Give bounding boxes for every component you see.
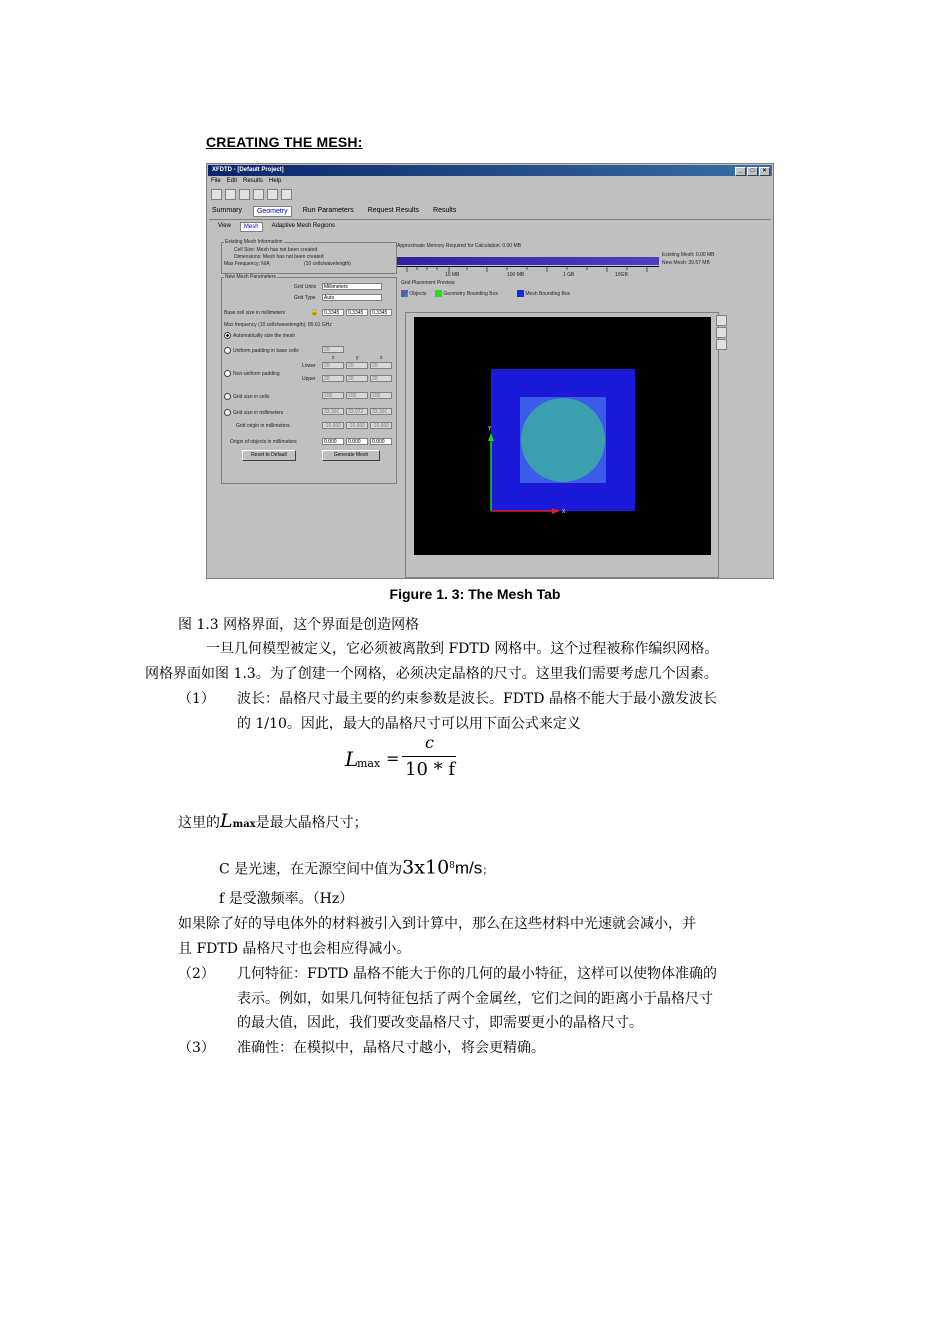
mm-y-input[interactable]: 33.072 [346,408,368,415]
y-header: y [356,355,359,361]
open-icon[interactable] [211,189,222,200]
pan-icon[interactable] [716,327,727,338]
base-cell-label: Base cell size in millimeters [224,310,286,316]
figure-caption: Figure 1. 3: The Mesh Tab [389,586,561,602]
max-frequency-text: Max Frequency: N/A [224,261,270,267]
tab-run-parameters[interactable]: Run Parameters [302,207,354,214]
item3-line1: 准确性：在模拟中，晶格尺寸越小，将会更精确。 [237,1040,545,1056]
subtab-view[interactable]: View [218,223,231,229]
sphere-object [521,398,605,482]
formula-denominator: 10 * f [405,759,456,780]
item1-number: （1） [178,691,215,707]
menu-file[interactable]: File [211,178,221,184]
para2-line2: 且 FDTD 晶格尺寸也会相应得减小。 [178,941,411,957]
fraction-bar [402,756,456,757]
cell-size-text: Cell Size: Mesh has not been created [234,247,318,253]
objects-icon [401,290,408,297]
generate-mesh-button[interactable]: Generate Mesh [322,450,380,461]
save-icon[interactable] [239,189,250,200]
sub-tabs [215,222,338,232]
formula-lhs: L [345,747,359,771]
grid-type-label: Grid Type [294,295,316,301]
base-cell-y-input[interactable]: 0.3345 [346,309,368,316]
origin-y-input[interactable]: -16.650 [346,422,368,429]
new-mesh-label: New Mesh Parameters [225,274,276,280]
mm-z-input[interactable]: 33.301 [370,408,392,415]
close-icon[interactable]: × [759,167,770,176]
grid-units-label: Grid Units [294,284,317,290]
item2-line2: 表示。例如，如果几何特征包括了两个金属丝，它们之间的距离小于晶格尺寸 [237,991,713,1007]
origin-x-input[interactable]: -16.650 [322,422,344,429]
figure-label: 图 1.3 网格界面，这个界面是创造网格 [178,617,420,633]
existing-mesh-label: Existing Mesh Information [225,239,283,245]
item3-number: （3） [178,1040,215,1056]
uniform-padding-input[interactable]: 20 [322,346,344,353]
para1-line2: 网格界面如图 1.3。为了创建一个网格，必须决定晶格的尺寸。这里我们需要考虑几个因素。 [145,666,718,682]
grid-type-select[interactable]: Auto [322,294,382,301]
lower-z-input[interactable]: 20 [370,362,392,369]
radio-nonuniform[interactable]: Non-uniform padding [224,370,280,377]
mesh-box-icon [517,290,524,297]
legend-mesh-box[interactable]: Mesh Bounding Box [517,290,570,297]
existing-mesh-group [221,239,397,274]
where-line: 这里的Lmax是最大晶格尺寸； [178,810,368,832]
x-axis-label: X [562,509,566,515]
radio-cells[interactable]: Grid size in cells [224,393,269,400]
subtab-adaptive[interactable]: Adaptive Mesh Regions [271,223,335,229]
radio-auto[interactable]: Automatically size the mesh [224,332,295,339]
radio-uniform[interactable]: Uniform padding in base cells [224,347,299,354]
new-icon[interactable] [267,189,278,200]
y-axis-label: Y [488,426,492,432]
save-as-icon[interactable] [253,189,264,200]
upper-y-input[interactable]: 20 [346,375,368,382]
maximize-icon[interactable]: □ [747,167,758,176]
window-title: XFDTD - [Default Project] [212,167,284,173]
reset-default-button[interactable]: Reset to Default [242,450,296,461]
section-heading: CREATING THE MESH: [206,134,363,150]
tab-results[interactable]: Results [433,207,457,214]
z-header: z [380,355,383,361]
tab-divider [209,219,771,220]
tab-geometry[interactable]: Geometry [253,206,292,217]
item1-line1: 波长：晶格尺寸最主要的约束参数是波长。FDTD 晶格不能大于最小激发波长 [237,691,717,707]
mesh-preview-canvas[interactable] [414,317,711,555]
lower-x-input[interactable]: 20 [322,362,344,369]
preview-frame [405,312,719,578]
rotate-icon[interactable] [716,315,727,326]
toolbar [211,189,292,200]
minimize-icon[interactable]: _ [735,167,746,176]
formula-numerator: c [425,733,434,752]
item2-line1: 几何特征：FDTD 晶格不能大于你的几何的最小特征，这样可以使物体准确的 [237,966,717,982]
memory-label: Approximate Memory Required for Calculation: 0.00 MB [397,243,521,249]
f-line: f 是受激频率。（Hz） [219,891,354,907]
grid-units-select[interactable]: Millimeters [322,283,382,290]
tab-request-results[interactable]: Request Results [367,207,420,214]
xfdtd-window [206,163,774,579]
lower-label: Lower [302,363,316,369]
c-line: C 是光速，在无源空间中值为$3x10^8m/s$； [219,856,494,879]
upper-x-input[interactable]: 20 [322,375,344,382]
objects-origin-label: Origin of objects in millimeters [230,439,297,445]
zoom-icon[interactable] [716,339,727,350]
cells-z-input[interactable]: 100 [370,392,392,399]
legend-objects[interactable]: Objects [401,290,426,297]
lock-icon[interactable]: 🔒 [310,309,319,316]
cells-per-wavelength-text: (10 cells/wavelength) [304,261,351,267]
main-tabs [209,206,459,217]
new-mesh-group [221,274,397,484]
menu-edit[interactable]: Edit [226,178,238,184]
existing-mesh-memory: Existing Mesh: 0.00 MB [662,252,715,258]
import-icon[interactable] [225,189,236,200]
upper-label: Upper [302,376,316,382]
legend-geometry-box[interactable]: Geometry Bounding Box [435,290,498,297]
mesh-settings-panel [221,239,397,484]
scale-100mb: 100 MB [507,272,525,278]
tab-summary[interactable]: Summary [212,207,242,214]
upper-z-input[interactable]: 20 [370,375,392,382]
title-bar [208,165,772,176]
item1-line2: 的 1/10。因此，最大的晶格尺寸可以用下面公式来定义 [237,716,581,732]
grid-origin-label: Grid origin in millimeters [236,423,290,429]
lmax-formula [345,735,465,785]
item2-line3: 的最大值，因此，我们要改变晶格尺寸，即需要更小的晶格尺寸。 [237,1015,643,1031]
objects-origin-x-input[interactable]: 0.000 [322,438,344,445]
origin-z-input[interactable]: -16.650 [370,422,392,429]
scale-10mb: 10 MB [445,272,460,278]
print-icon[interactable] [281,189,292,200]
objects-origin-y-input[interactable]: 0.000 [346,438,368,445]
geometry-box-icon [435,290,442,297]
formula-equals: = [386,749,400,768]
new-mesh-memory: New Mesh: 39.57 MB [662,260,710,266]
cells-y-input[interactable]: 100 [346,392,368,399]
menu-bar [211,178,281,184]
dimensions-text: Dimensions: Mesh has not been created [234,254,324,260]
formula-subscript: max [357,757,381,770]
objects-origin-z-input[interactable]: 0.000 [370,438,392,445]
cells-x-input[interactable]: 100 [322,392,344,399]
menu-results[interactable]: Results [243,178,264,184]
memory-bar [397,257,659,265]
radio-mm[interactable]: Grid size in millimeters [224,409,283,416]
preview-panel [397,239,767,569]
para1-line1: 一旦几何模型被定义，它必须被离散到 FDTD 网格中。这个过程被称作编织网格。 [206,641,719,657]
x-header: x [332,355,335,361]
item2-number: （2） [178,966,215,982]
base-cell-z-input[interactable]: 0.3345 [370,309,392,316]
scale-1gb: 1 GB [563,272,575,278]
base-cell-x-input[interactable]: 0.3345 [322,309,344,316]
mm-x-input[interactable]: 33.301 [322,408,344,415]
preview-label: Grid Placement Preview [401,280,455,286]
menu-help[interactable]: Help [269,178,282,184]
subtab-mesh[interactable]: Mesh [240,222,263,232]
scale-10gb: 10GB [615,272,628,278]
max-freq-line: Max frequency (10 cells/wavelength): 89.61 GHz [224,322,332,328]
lower-y-input[interactable]: 20 [346,362,368,369]
para2-line1: 如果除了好的导电体外的材料被引入到计算中，那么在这些材料中光速就会减小，并 [178,916,696,932]
